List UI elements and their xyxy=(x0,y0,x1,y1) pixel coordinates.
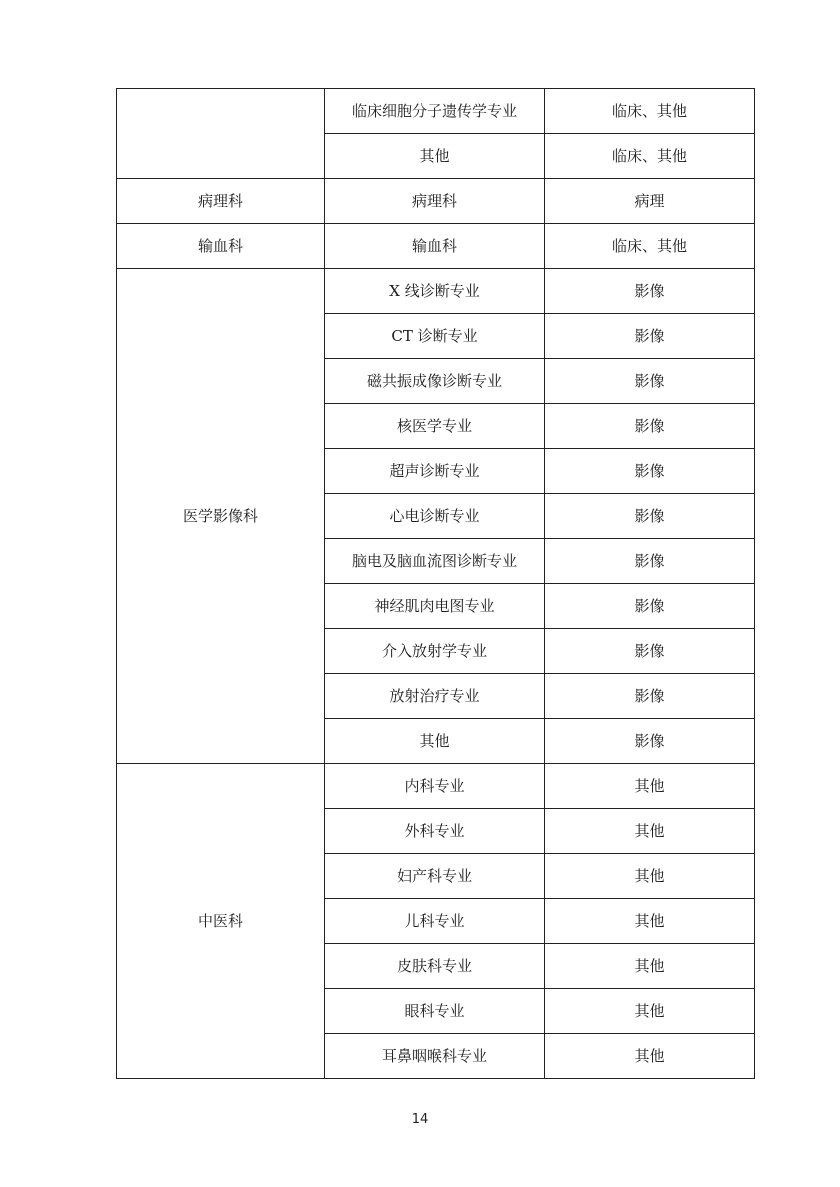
specialty-cell: CT 诊断专业 xyxy=(325,314,545,359)
category-cell: 病理 xyxy=(545,179,755,224)
category-cell: 影像 xyxy=(545,269,755,314)
category-cell: 影像 xyxy=(545,539,755,584)
category-cell: 影像 xyxy=(545,449,755,494)
specialty-cell: 介入放射学专业 xyxy=(325,629,545,674)
specialty-cell: 其他 xyxy=(325,719,545,764)
specialty-cell: 儿科专业 xyxy=(325,899,545,944)
category-cell: 影像 xyxy=(545,314,755,359)
category-cell: 其他 xyxy=(545,944,755,989)
specialty-cell: 病理科 xyxy=(325,179,545,224)
specialty-cell: 耳鼻咽喉科专业 xyxy=(325,1034,545,1079)
specialty-cell: 超声诊断专业 xyxy=(325,449,545,494)
specialty-cell: 心电诊断专业 xyxy=(325,494,545,539)
table-row xyxy=(117,89,755,134)
table-row xyxy=(117,179,755,224)
table-row xyxy=(117,224,755,269)
category-cell: 影像 xyxy=(545,494,755,539)
category-cell: 其他 xyxy=(545,1034,755,1079)
specialty-cell: 外科专业 xyxy=(325,809,545,854)
page-number: 14 xyxy=(411,1112,429,1127)
category-cell: 影像 xyxy=(545,359,755,404)
specialty-cell: 放射治疗专业 xyxy=(325,674,545,719)
specialty-cell: 其他 xyxy=(325,134,545,179)
specialty-cell: 磁共振成像诊断专业 xyxy=(325,359,545,404)
category-cell: 其他 xyxy=(545,989,755,1034)
specialty-cell: 妇产科专业 xyxy=(325,854,545,899)
category-cell: 影像 xyxy=(545,629,755,674)
specialty-cell: 内科专业 xyxy=(325,764,545,809)
category-cell: 影像 xyxy=(545,404,755,449)
table-row xyxy=(117,764,755,809)
table-row xyxy=(117,269,755,314)
specialty-cell: 脑电及脑血流图诊断专业 xyxy=(325,539,545,584)
category-cell: 临床、其他 xyxy=(545,89,755,134)
dept-cell xyxy=(117,89,325,179)
specialty-cell: 核医学专业 xyxy=(325,404,545,449)
category-cell: 其他 xyxy=(545,854,755,899)
category-cell: 影像 xyxy=(545,674,755,719)
dept-cell: 输血科 xyxy=(117,224,325,269)
specialty-cell: 眼科专业 xyxy=(325,989,545,1034)
specialty-cell: 皮肤科专业 xyxy=(325,944,545,989)
category-cell: 其他 xyxy=(545,899,755,944)
specialty-cell: 输血科 xyxy=(325,224,545,269)
specialty-cell: X 线诊断专业 xyxy=(325,269,545,314)
dept-cell: 病理科 xyxy=(117,179,325,224)
category-cell: 其他 xyxy=(545,809,755,854)
dept-cell: 医学影像科 xyxy=(117,269,325,764)
category-cell: 影像 xyxy=(545,584,755,629)
category-cell: 影像 xyxy=(545,719,755,764)
category-cell: 临床、其他 xyxy=(545,224,755,269)
specialty-cell: 神经肌肉电图专业 xyxy=(325,584,545,629)
category-cell: 其他 xyxy=(545,764,755,809)
specialty-cell: 临床细胞分子遗传学专业 xyxy=(325,89,545,134)
category-cell: 临床、其他 xyxy=(545,134,755,179)
specialty-table xyxy=(116,88,755,1079)
dept-cell: 中医科 xyxy=(117,764,325,1079)
